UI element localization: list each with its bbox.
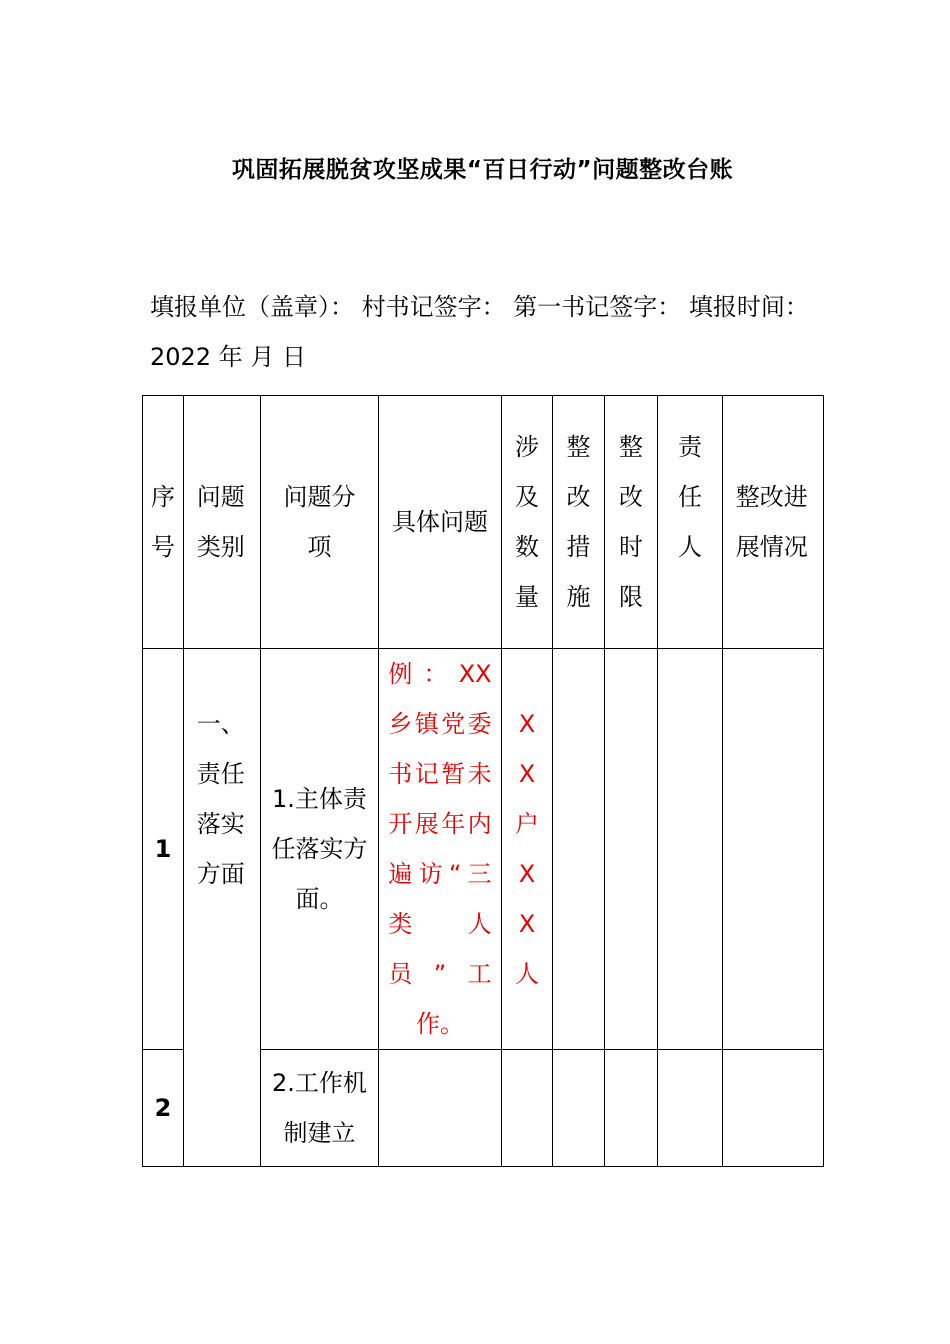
row-owner bbox=[658, 1050, 723, 1167]
row-owner bbox=[658, 649, 723, 1050]
row-measure bbox=[553, 1050, 605, 1167]
row-category bbox=[184, 1050, 261, 1167]
row-subitem: 1.主体责任落实方面。 bbox=[261, 649, 379, 1050]
header-row bbox=[143, 396, 824, 649]
row-progress bbox=[723, 649, 824, 1050]
row-seq: 1 bbox=[143, 649, 184, 1050]
row-deadline bbox=[605, 649, 658, 1050]
header-measure: 整改措施 bbox=[553, 396, 605, 649]
row-seq: 2 bbox=[143, 1050, 184, 1167]
header-deadline: 整改时限 bbox=[605, 396, 658, 649]
table-row bbox=[143, 1050, 824, 1167]
header-progress: 整改进展情况 bbox=[723, 396, 824, 649]
header-owner: 责任人 bbox=[658, 396, 723, 649]
row-count: XX户XX人 bbox=[502, 649, 553, 1050]
document-title: 巩固拓展脱贫攻坚成果“百日行动”问题整改台账 bbox=[231, 157, 734, 183]
fill-info-line: 填报单位（盖章）： 村书记签字： 第一书记签字： 填报时间：2022 年 月 日 bbox=[150, 293, 809, 371]
row-detail: 例：XX乡镇党委书记暂未开展年内遍访“三类人员”工作。 bbox=[379, 649, 502, 1050]
header-subitem: 问题分项 bbox=[261, 396, 379, 649]
row-progress bbox=[723, 1050, 824, 1167]
header-seq: 序号 bbox=[143, 396, 184, 649]
row-subitem: 2.工作机制建立 bbox=[261, 1050, 379, 1167]
header-count: 涉及数量 bbox=[502, 396, 553, 649]
table-row bbox=[143, 649, 824, 1050]
rectification-ledger-table bbox=[142, 395, 824, 1167]
row-count bbox=[502, 1050, 553, 1167]
row-measure bbox=[553, 649, 605, 1050]
row-deadline bbox=[605, 1050, 658, 1167]
row-detail bbox=[379, 1050, 502, 1167]
row-category: 一、责任落实方面 bbox=[184, 649, 261, 1050]
header-category: 问题类别 bbox=[184, 396, 261, 649]
header-detail: 具体问题 bbox=[379, 396, 502, 649]
